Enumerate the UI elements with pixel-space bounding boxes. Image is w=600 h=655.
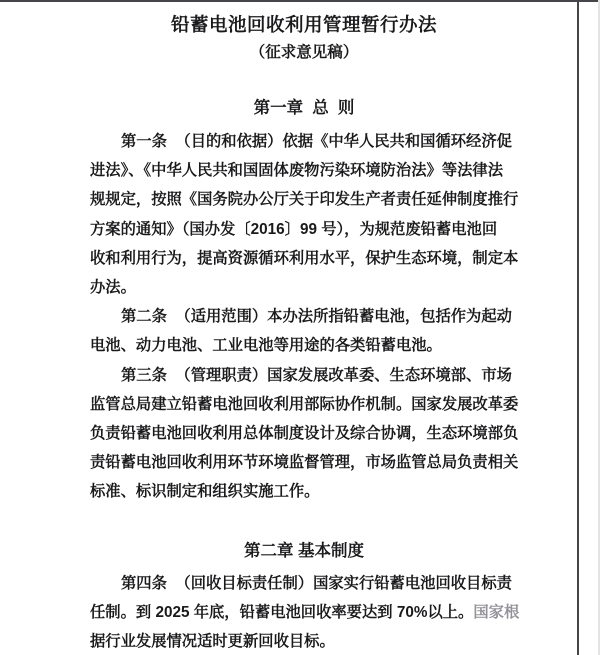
body-line: 第三条 （管理职责）国家发展改革委、生态环境部、市场 (121, 366, 512, 384)
body-line: 第二条 （适用范围）本办法所指铅蓄电池，包括作为起动 (121, 308, 512, 326)
body-line: 收和利用行为，提高资源循环利用水平，保护生态环境，制定本 (90, 249, 519, 267)
body-line: 办法。 (90, 279, 136, 297)
document-subtitle: （征求意见稿） (249, 44, 359, 61)
body-line: 规规定，按照《国务院办公厅关于印发生产者责任延伸制度推行 (90, 191, 519, 209)
body-line: 责铅蓄电池回收利用环节环境监督管理，市场监管总局负责相关 (90, 454, 519, 472)
body-line: 据行业发展情况适时更新回收目标。 (90, 633, 335, 651)
chapter1-heading: 第一章 总 则 (253, 99, 355, 117)
body-line (90, 598, 518, 627)
page-right-border (577, 0, 579, 655)
body-line: 第四条 （回收目标责任制）国家实行铅蓄电池回收目标责 (121, 574, 512, 592)
body-line-muted-segment: 国家根 (473, 603, 520, 621)
body-line: 负责铅蓄电池回收利用总体制度设计及综合协调，生态环境部负 (90, 425, 519, 443)
body-line: 方案的通知》（国办发〔2016〕99 号），为规范废铅蓄电池回 (90, 220, 498, 238)
body-line-segment: 任制。到 2025 年底，铅蓄电池回收率要达到 70%以上。 (90, 603, 474, 621)
body-line: 电池、动力电池、工业电池等用途的各类铅蓄电池。 (90, 337, 442, 355)
chapter2-heading: 第二章 基本制度 (243, 541, 365, 560)
body-line: 监管总局建立铅蓄电池回收利用部际协作机制。国家发展改革委 (90, 395, 519, 413)
body-line: 标准、标识制定和组织实施工作。 (90, 483, 320, 501)
body-line: 第一条 （目的和依据）依据《中华人民共和国循环经济促 (121, 133, 512, 150)
body-line: 进法》、《中华人民共和国固体废物污染环境防治法》等法律法 (90, 162, 504, 180)
document-content (90, 0, 518, 655)
document-title: 铅蓄电池回收利用管理暂行办法 (170, 14, 437, 35)
